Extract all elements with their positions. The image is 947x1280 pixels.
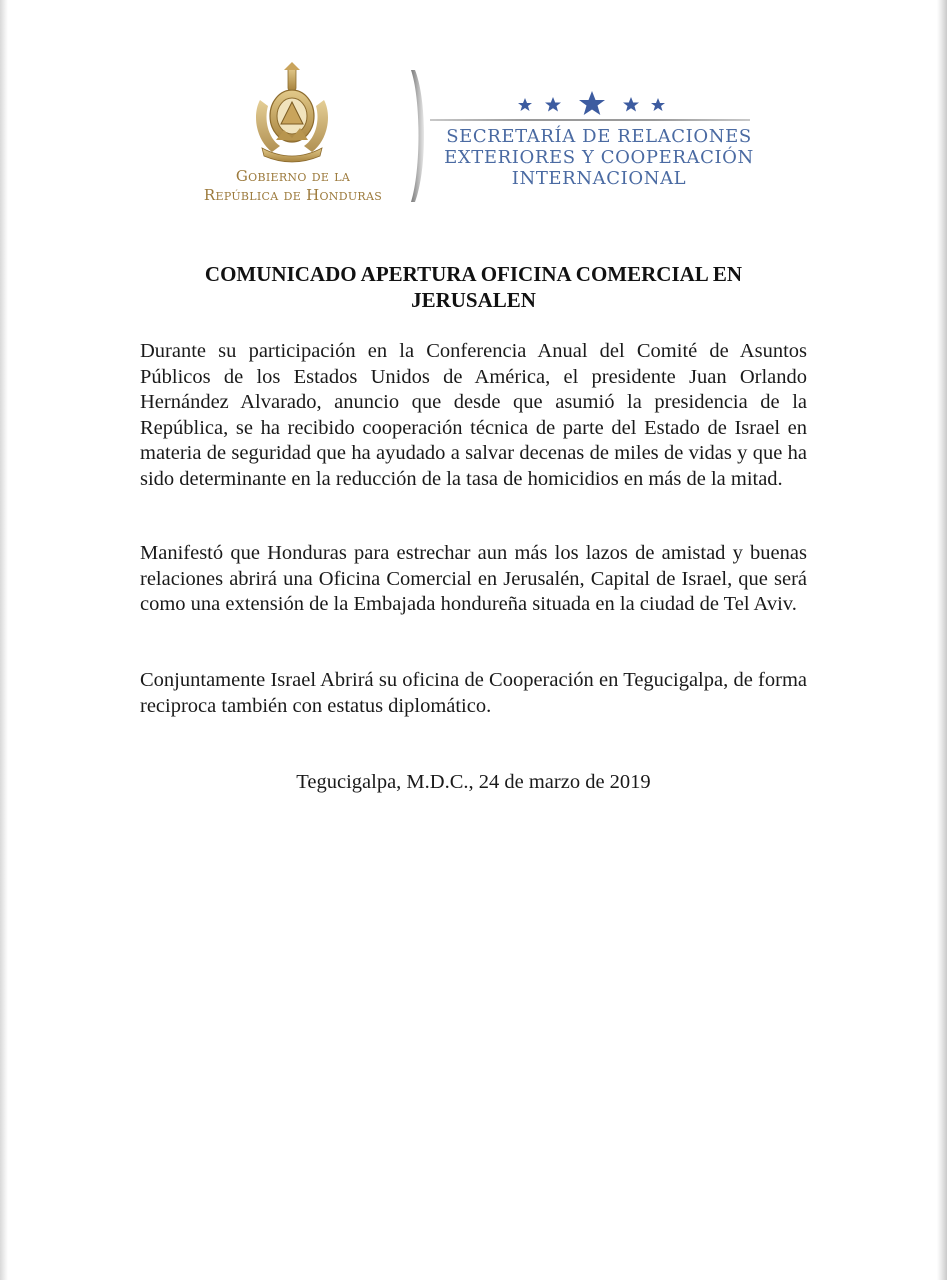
letterhead-rule [430,119,750,121]
ministry-name [440,126,758,189]
document-title-line1: COMUNICADO APERTURA OFICINA COMERCIAL EN [204,262,743,286]
page-right-shadow [937,0,947,1280]
page-left-shadow [0,0,8,1280]
government-name [185,167,401,205]
letterhead-divider [407,70,429,202]
document-title [140,261,807,313]
government-name-line2: República de Honduras [203,186,383,204]
body-paragraph: Conjuntamente Israel Abrirá su oficina de Cooperación en Tegucigalpa, de forma reciproca también con estatus diplomático. [140,669,807,717]
five-stars-icon [515,90,670,118]
dateline: Tegucigalpa, M.D.C., 24 de marzo de 2019 [296,771,651,793]
document-title-line2: JERUSALEN [411,288,536,312]
honduras-coat-of-arms-icon [250,60,334,164]
ministry-name-line2: EXTERIORES Y COOPERACIÓN [444,147,754,168]
body-paragraph: Manifestó que Honduras para estrechar aun más los lazos de amistad y buenas relaciones abrirá una Oficina Comercial en Jerusalén, Capital de Israel, que será como una extensión de la Embajada hondureña situada en la ciudad de Tel Aviv. [140,542,807,615]
government-name-line1: Gobierno de la [235,167,351,185]
ministry-name-line3: INTERNACIONAL [511,168,687,189]
body-paragraph: Durante su participación en la Conferencia Anual del Comité de Asuntos Públicos de los Estados Unidos de América, el presidente Juan Orlando Hernández Alvarado, anuncio que desde que asumió la presidencia de la República, se ha recibido cooperación técnica de parte del Estado de Israel en materia de seguridad que ha ayudado a salvar decenas de miles de vidas y que ha sido determinante en la reducción de la tasa de homicidios en más de la mitad. [140,340,807,490]
ministry-name-line1: SECRETARÍA DE RELACIONES [446,126,752,147]
